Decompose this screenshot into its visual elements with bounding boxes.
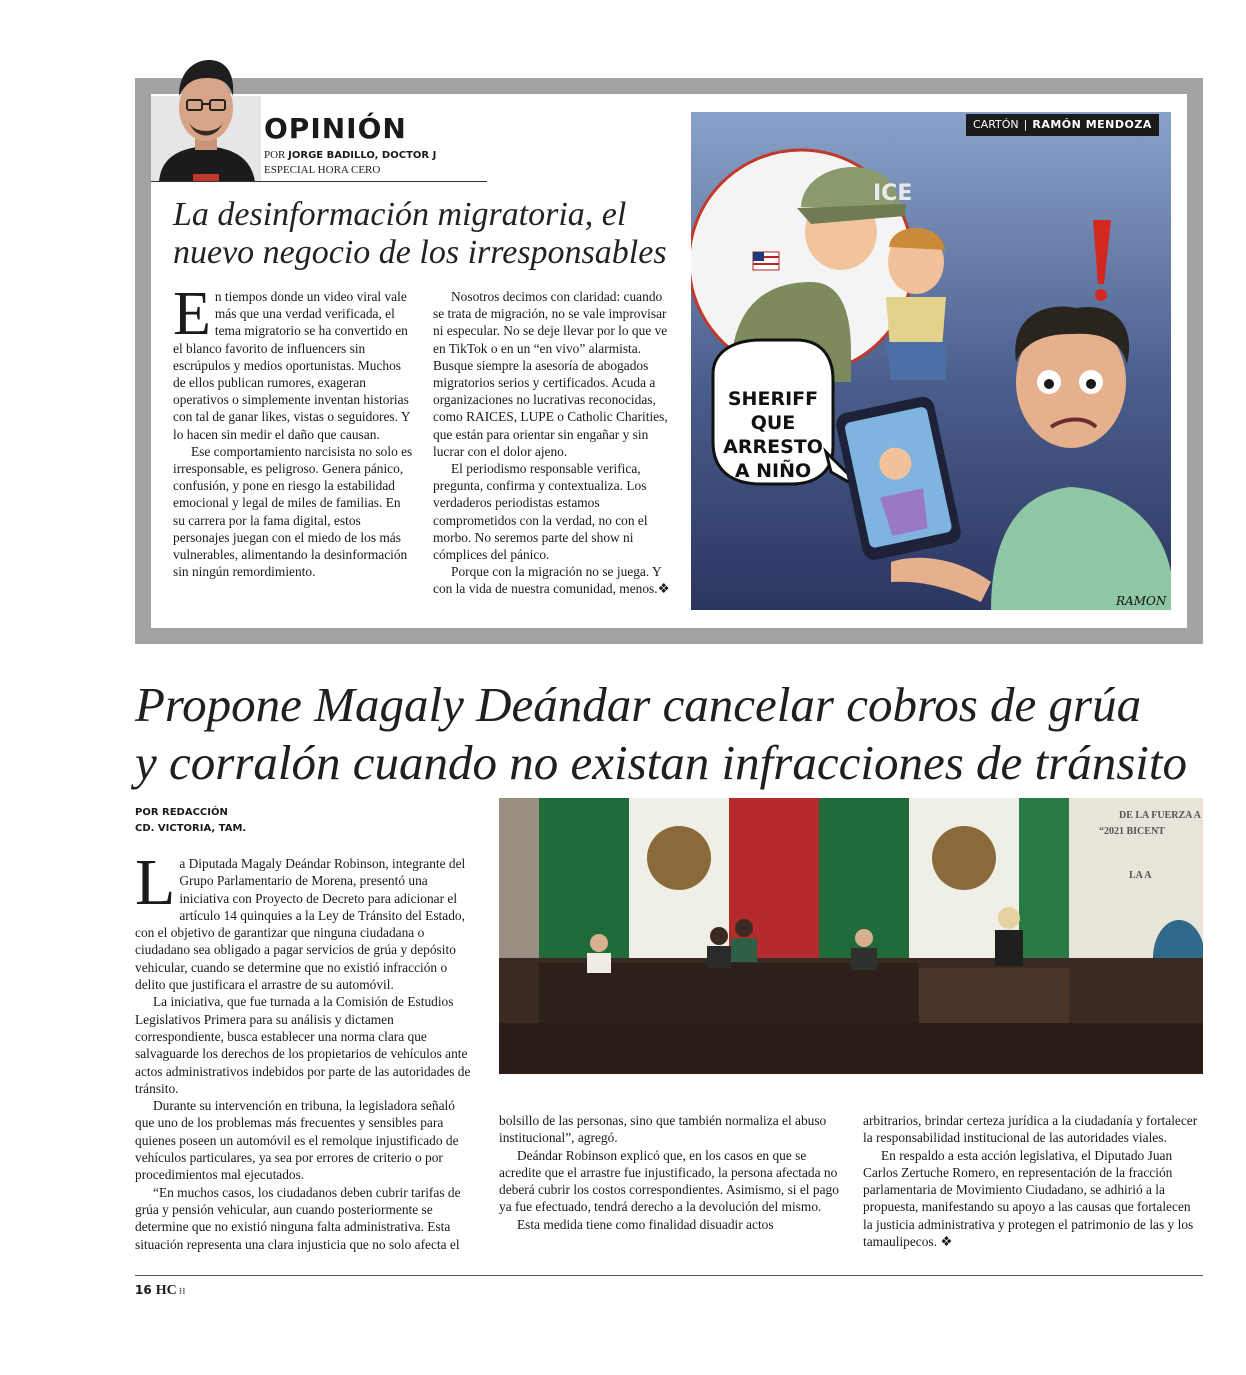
headline-line: y corralón cuando no existan infracciones de tránsito	[135, 735, 1187, 790]
speech-line: ARRESTO	[723, 436, 823, 458]
byline-rule	[151, 181, 487, 182]
footer-rule	[135, 1275, 1203, 1276]
cartoon-label: CARTÓN	[973, 118, 1019, 131]
hat-text: ICE	[873, 181, 913, 206]
drop-cap: L	[135, 846, 176, 919]
opinion-byline	[264, 148, 436, 177]
article-paragraph: La iniciativa, que fue turnada a la Comisión de Estudios Legislativos Primera para su análisis y dictamen correspondiente, busca establecer una norma clara que salvaguarde los derechos de los propietarios de vehículos ante actos administrativos indebidos por parte de las autoridades de tránsito.	[135, 994, 471, 1096]
opinion-paragraph: Porque con la migración no se juega. Y con la vida de nuestra comunidad, menos.❖	[433, 564, 670, 597]
page-footer	[135, 1283, 186, 1299]
author-outlet: ESPECIAL HORA CERO	[264, 164, 381, 176]
cartoon-artist: RAMÓN MENDOZA	[1032, 118, 1152, 131]
photo-banner-text: DE LA FUERZA A	[1119, 810, 1201, 821]
opinion-paragraph: El periodismo responsable verifica, pregunta, confirma y contextualiza. Los verdaderos periodistas estamos comprometidos con la verdad, no con el morbo. No seremos parte del show ni cómplices del pánico.	[433, 461, 648, 563]
footer-mark: ⁝⁝	[178, 1287, 186, 1297]
cartoon-credit: CARTÓN | RAMÓN MENDOZA	[966, 114, 1159, 136]
article-paragraph: bolsillo de las personas, sino que también normaliza el abuso institucional”, agregó.	[499, 1113, 827, 1146]
speech-line: SHERIFF	[727, 388, 819, 410]
opinion-column-1	[173, 280, 413, 580]
byline-location: CD. VICTORIA, TAM.	[135, 823, 247, 834]
article-column-3	[863, 1112, 1203, 1250]
article-paragraph: Deándar Robinson explicó que, en los casos en que se acredite que el arrastre fue injustificado, la persona afectada no deberá cubrir los costos correspondientes. Asimismo, si el pago ya fue efectuado, tendrá derecho a la devolución del mismo.	[499, 1147, 839, 1215]
paragraph-text: a Diputada Magaly Deándar Robinson, integrante del Grupo Parlamentario de Morena, presentó una iniciativa con Proyecto de Decreto para adicionar el artículo 14 quinquies a la Ley de Tránsito del Estado, con el objetivo de garantizar que ninguna ciudadana o ciudadano sea obligado a pagar servicios de grúa y depósito vehicular, cuando se determine que no existió infracción o delito que justificara el arrastre de su automóvil.	[135, 856, 466, 993]
article-paragraph	[135, 846, 475, 993]
brand-logo: HC	[155, 1283, 177, 1298]
opinion-paragraph: Ese comportamiento narcisista no solo es irresponsable, es peligroso. Genera pánico, confusión, y pone en riesgo la estabilidad emocional y legal de miles de familias. En su carrera por la fama digital, estos personajes juegan con el miedo de los más vulnerables, alimentando la desinformación sin ningún remordimiento.	[173, 443, 413, 580]
author-portrait	[151, 56, 261, 182]
article-paragraph: En respaldo a esta acción legislativa, el Diputado Juan Carlos Zertuche Romero, en representación de la fracción parlamentaria de Movimiento Ciudadano, se adhirió a la propuesta, manifestando su apoyo a las causas que fortalecen la justicia administrativa y protegen el patrimonio de las y los tamaulipecos. ❖	[863, 1147, 1194, 1250]
article-byline	[135, 805, 246, 837]
author-name: JORGE BADILLO, DOCTOR J	[288, 150, 437, 161]
article-column-1	[135, 846, 475, 1253]
article-paragraph: Durante su intervención en tribuna, la legisladora señaló que uno de los problemas más frecuentes y sensibles para quienes poseen un automóvil es el remolque injustificado de vehículos particulares, ya sea por errores de criterio o por procedimientos mal ejecutados.	[135, 1098, 459, 1183]
opinion-title: La desinformación migratoria, el nuevo negocio de los irresponsables	[173, 196, 667, 271]
opinion-paragraph: Nosotros decimos con claridad: cuando se trata de migración, no se vale improvisar ni especular. No se deje llevar por lo que ve en TikTok o en un “en vivo” alarmista. Busque siempre la asesoría de abogados migratorios serios y certificados. Acuda a organizaciones no lucrativas reconocidas, como RAICES, LUPE o Catholic Charities, que están para orientar sin engañar y sin lucrar con el dolor ajeno.	[433, 289, 668, 459]
article-paragraph: “En muchos casos, los ciudadanos deben cubrir tarifas de grúa y pensión vehicular, aun cuando posteriormente se determine que no existió ninguna falta administrativa. Esta situación representa una clara injusticia que no solo afecta el	[135, 1184, 461, 1252]
paragraph-text: n tiempos donde un video viral vale más que una verdad verificada, el tema migratorio se ha convertido en el blanco favorito de influencers sin escrúpulos y medios oportunistas. Muchos de ellos publican rumores, exageran operativos o simplemente inventan historias con tal de ganar likes, vistas o seguidores. Y lo hacen sin medir el daño que causan.	[173, 289, 411, 442]
opinion-paragraph	[173, 280, 413, 443]
article-column-2	[499, 1112, 839, 1233]
cartoon-signature: RAMON	[1116, 594, 1167, 608]
byline-author: POR REDACCIÓN	[135, 807, 228, 818]
photo-banner-text: LA A	[1129, 870, 1152, 881]
byline-prefix: POR	[264, 149, 286, 161]
opinion-kicker: OPINIÓN	[264, 112, 407, 145]
speech-line: QUE	[750, 412, 796, 434]
page-number: 16	[135, 1283, 152, 1297]
drop-cap: E	[173, 280, 211, 348]
photo-banner-text: “2021 BICENT	[1099, 826, 1165, 837]
speech-line: A NIÑO	[734, 460, 812, 482]
article-paragraph: arbitrarios, brindar certeza jurídica a la ciudadanía y fortalecer la responsabilidad institucional de las autoridades viales.	[863, 1113, 1198, 1146]
headline-line: Propone Magaly Deándar cancelar cobros de grúa	[135, 677, 1142, 732]
editorial-cartoon	[691, 112, 1171, 610]
article-headline	[135, 676, 1215, 792]
article-paragraph: Esta medida tiene como finalidad disuadir actos	[517, 1216, 774, 1232]
opinion-column-2	[433, 288, 673, 598]
article-photo	[499, 798, 1203, 1074]
